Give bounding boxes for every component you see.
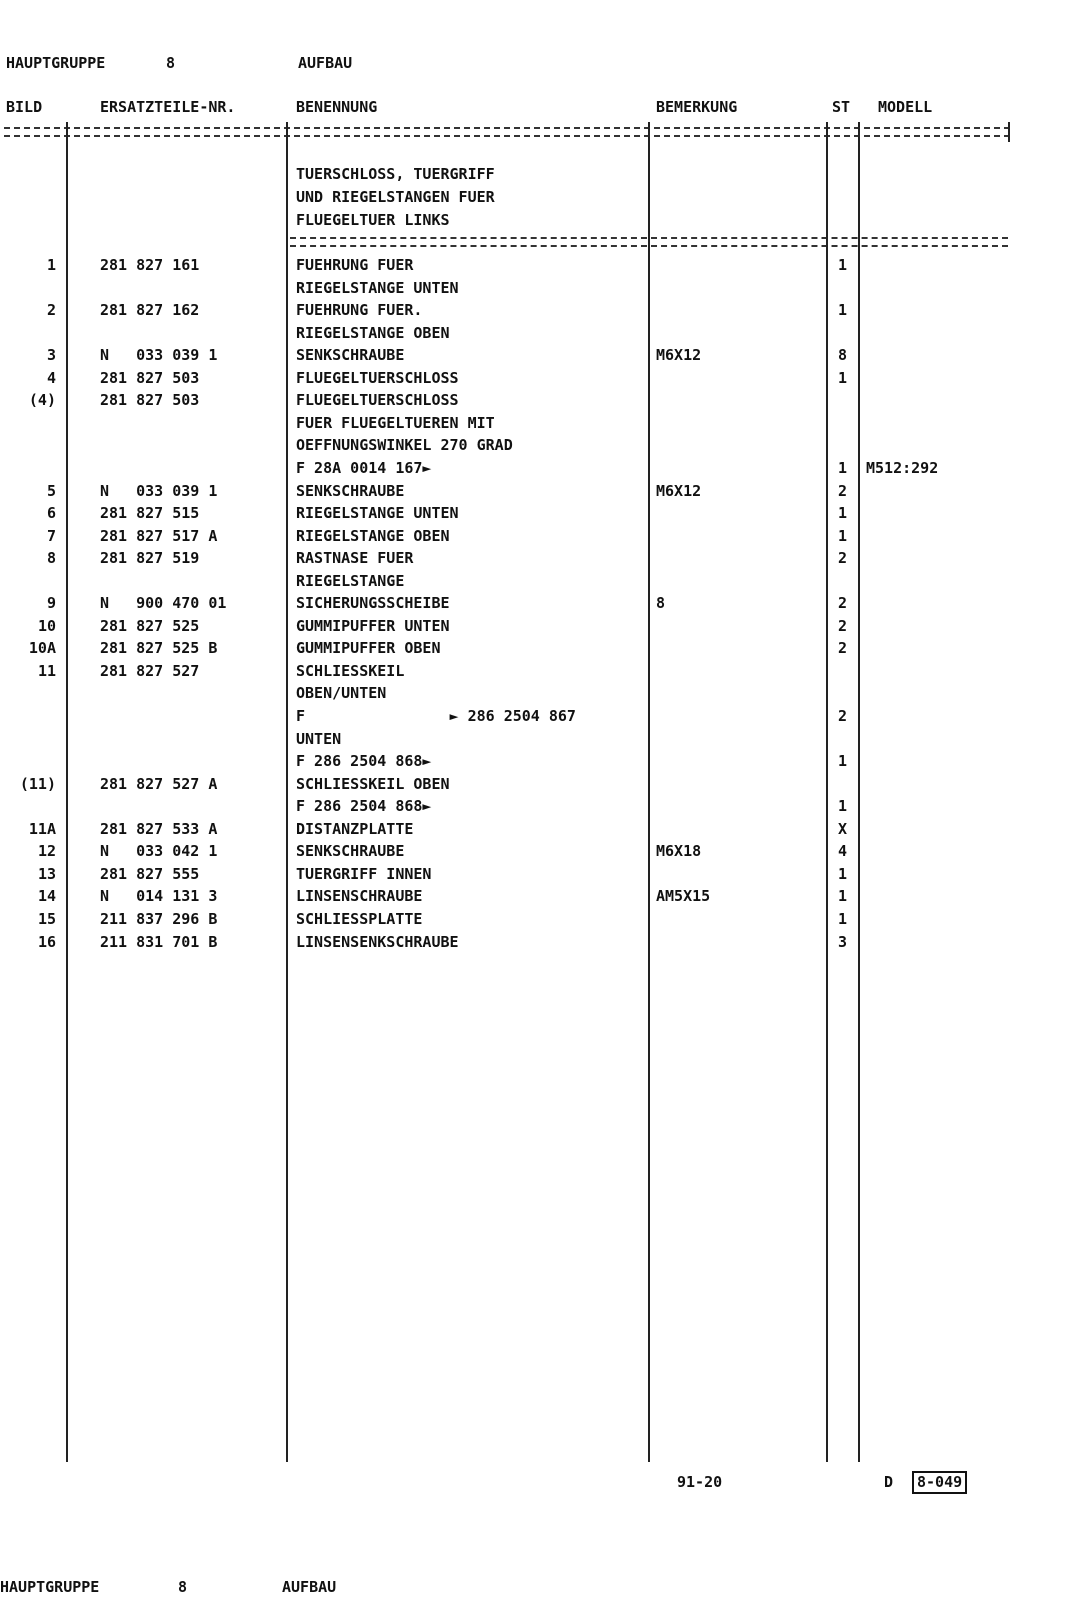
cell-bild: (4)	[28, 391, 56, 410]
column-header-bild: BILD	[6, 98, 43, 116]
cell-description: RIEGELSTANGE UNTEN	[296, 278, 459, 297]
cell-bild: 4	[46, 368, 56, 387]
cell-remark: 8	[656, 594, 666, 613]
cell-description: F ► 286 2504 867	[296, 707, 576, 725]
cell-part-number: 211 837 296 B	[100, 909, 218, 928]
cell-part-number: N 033 042 1	[100, 842, 218, 861]
cell-part-number: N 900 470 01	[100, 594, 227, 613]
column-divider	[826, 122, 828, 1462]
column-header-benennung: BENENNUNG	[296, 98, 378, 116]
cell-description: SICHERUNGSSCHEIBE	[296, 594, 450, 613]
cell-description: SCHLIESSKEIL	[296, 661, 405, 680]
cell-bild: 13	[37, 864, 56, 883]
cell-quantity: 1	[838, 368, 848, 387]
cell-description: SCHLIESSPLATTE	[296, 909, 423, 928]
cell-part-number: 281 827 519	[100, 549, 200, 568]
cell-description: SCHLIESSKEIL OBEN	[296, 774, 450, 793]
cell-quantity: 1	[838, 797, 848, 816]
cell-bild: 8	[46, 549, 56, 568]
cell-bild: 12	[37, 842, 56, 861]
cell-remark: M6X18	[656, 842, 702, 861]
cell-bild: 10A	[28, 639, 56, 658]
cell-quantity: 1	[838, 458, 848, 477]
cell-part-number: 281 827 503	[100, 391, 200, 410]
column-divider	[858, 122, 860, 1462]
cell-remark: M6X12	[656, 481, 702, 500]
cell-bild: 10	[37, 616, 56, 635]
cell-description: FUER FLUEGELTUEREN MIT	[296, 413, 495, 432]
cell-description: F 28A 0014 167►	[296, 458, 432, 477]
cell-part-number: 281 827 555	[100, 864, 200, 883]
bottom-group-label: HAUPTGRUPPE	[0, 1578, 100, 1596]
cell-bild: 14	[37, 887, 56, 906]
section-title-line: UND RIEGELSTANGEN FUER	[296, 188, 495, 206]
page-code: 8-049	[912, 1471, 967, 1494]
column-header-bemerkung: BEMERKUNG	[656, 98, 738, 116]
cell-quantity: 1	[838, 526, 848, 545]
cell-part-number: N 014 131 3	[100, 887, 218, 906]
cell-bild: 2	[46, 301, 56, 320]
cell-description: TUERGRIFF INNEN	[296, 864, 432, 883]
section-title-line: TUERSCHLOSS, TUERGRIFF	[296, 165, 495, 183]
cell-description: F 286 2504 868►	[296, 752, 432, 771]
cell-description: RIEGELSTANGE	[296, 571, 405, 590]
cell-description: RIEGELSTANGE OBEN	[296, 323, 450, 342]
cell-quantity: 1	[838, 909, 848, 928]
cell-description: DISTANZPLATTE	[296, 819, 414, 838]
cell-quantity: 1	[838, 504, 848, 523]
cell-bild: 11A	[28, 819, 56, 838]
page-reference: 91-20	[677, 1473, 723, 1491]
column-divider	[1008, 122, 1010, 142]
cell-description: LINSENSCHRAUBE	[296, 887, 423, 906]
cell-bild: 5	[46, 481, 56, 500]
cell-description: OEFFNUNGSWINKEL 270 GRAD	[296, 436, 513, 455]
cell-quantity: 2	[838, 594, 848, 613]
column-divider	[648, 122, 650, 1462]
cell-quantity: 2	[838, 639, 848, 658]
cell-description: LINSENSENKSCHRAUBE	[296, 932, 459, 951]
cell-quantity: 2	[838, 707, 848, 725]
cell-bild: 1	[46, 256, 56, 274]
column-header-ersatzteile-nr: ERSATZTEILE-NR.	[100, 98, 236, 116]
cell-quantity: 2	[838, 481, 848, 500]
cell-bild: 3	[46, 346, 56, 365]
cell-description: RIEGELSTANGE UNTEN	[296, 504, 459, 523]
cell-part-number: 281 827 162	[100, 301, 200, 320]
cell-quantity: 1	[838, 301, 848, 320]
cell-description: UNTEN	[296, 729, 342, 748]
cell-remark: M6X12	[656, 346, 702, 365]
cell-quantity: 1	[838, 887, 848, 906]
cell-description: FLUEGELTUERSCHLOSS	[296, 391, 459, 410]
cell-quantity: 1	[838, 864, 848, 883]
cell-part-number: 281 827 515	[100, 504, 200, 523]
cell-model: M512:292	[866, 458, 939, 477]
cell-bild: 6	[46, 504, 56, 523]
column-divider	[286, 122, 288, 1462]
cell-quantity: 3	[838, 932, 848, 951]
column-header-st: ST	[832, 98, 851, 116]
cell-quantity: 4	[838, 842, 848, 861]
cell-bild: 9	[46, 594, 56, 613]
cell-description: GUMMIPUFFER UNTEN	[296, 616, 450, 635]
cell-quantity: X	[838, 819, 848, 838]
cell-part-number: 281 827 527 A	[100, 774, 218, 793]
cell-part-number: 281 827 527	[100, 661, 200, 680]
cell-part-number: N 033 039 1	[100, 346, 218, 365]
cell-bild: 15	[37, 909, 56, 928]
cell-part-number: 281 827 525 B	[100, 639, 218, 658]
cell-part-number: 281 827 161	[100, 256, 200, 274]
cell-remark: AM5X15	[656, 887, 711, 906]
cell-description: FLUEGELTUERSCHLOSS	[296, 368, 459, 387]
cell-bild: 16	[37, 932, 56, 951]
cell-quantity: 1	[838, 752, 848, 771]
cell-quantity: 2	[838, 549, 848, 568]
cell-bild: 11	[37, 661, 56, 680]
column-divider	[66, 122, 68, 1462]
group-number: 8	[166, 54, 176, 72]
cell-description: F 286 2504 868►	[296, 797, 432, 816]
cell-quantity: 8	[838, 346, 848, 365]
column-header-modell: MODELL	[878, 98, 933, 116]
cell-description: OBEN/UNTEN	[296, 684, 387, 703]
cell-description: RIEGELSTANGE OBEN	[296, 526, 450, 545]
cell-bild: 7	[46, 526, 56, 545]
cell-quantity: 2	[838, 616, 848, 635]
bottom-group-name: AUFBAU	[282, 1578, 337, 1596]
cell-description: SENKSCHRAUBE	[296, 481, 405, 500]
cell-part-number: 211 831 701 B	[100, 932, 218, 951]
cell-description: SENKSCHRAUBE	[296, 346, 405, 365]
bottom-group-number: 8	[178, 1578, 188, 1596]
cell-bild: (11)	[19, 774, 56, 793]
group-label: HAUPTGRUPPE	[6, 54, 106, 72]
group-name: AUFBAU	[298, 54, 353, 72]
cell-description: FUEHRUNG FUER	[296, 256, 414, 274]
cell-description: GUMMIPUFFER OBEN	[296, 639, 441, 658]
cell-part-number: N 033 039 1	[100, 481, 218, 500]
cell-part-number: 281 827 503	[100, 368, 200, 387]
section-title-line: FLUEGELTUER LINKS	[296, 211, 450, 229]
cell-description: FUEHRUNG FUER.	[296, 301, 423, 320]
cell-part-number: 281 827 533 A	[100, 819, 218, 838]
language-code: D	[884, 1473, 894, 1491]
cell-description: SENKSCHRAUBE	[296, 842, 405, 861]
cell-quantity: 1	[838, 256, 848, 274]
cell-part-number: 281 827 517 A	[100, 526, 218, 545]
cell-part-number: 281 827 525	[100, 616, 200, 635]
cell-description: RASTNASE FUER	[296, 549, 414, 568]
